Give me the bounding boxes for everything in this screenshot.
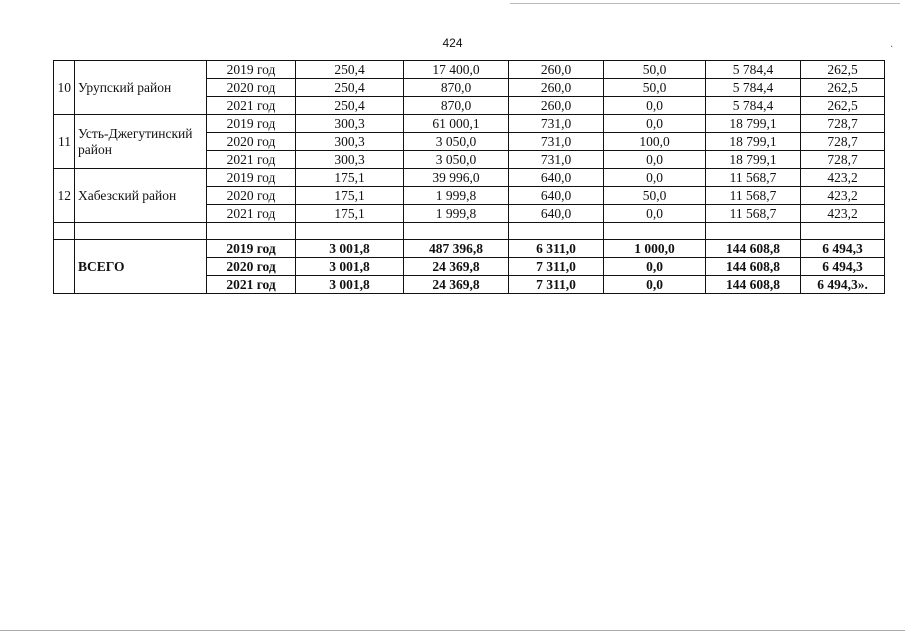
empty-cell: [404, 223, 509, 240]
year-cell: 2019 год: [207, 169, 296, 187]
total-label: ВСЕГО: [75, 240, 207, 294]
value-cell: 262,5: [801, 79, 885, 97]
year-cell: 2020 год: [207, 258, 296, 276]
empty-cell: [509, 223, 604, 240]
empty-cell: [54, 223, 75, 240]
value-cell: 262,5: [801, 61, 885, 79]
value-cell: 640,0: [509, 169, 604, 187]
total-value-cell: 3 001,8: [296, 240, 404, 258]
value-cell: 1 999,8: [404, 187, 509, 205]
year-cell: 2021 год: [207, 276, 296, 294]
scan-edge-bottom: [0, 630, 905, 631]
value-cell: 3 050,0: [404, 133, 509, 151]
total-value-cell: 3 001,8: [296, 258, 404, 276]
value-cell: 11 568,7: [706, 187, 801, 205]
total-value-cell: 24 369,8: [404, 276, 509, 294]
value-cell: 731,0: [509, 133, 604, 151]
value-cell: 3 050,0: [404, 151, 509, 169]
value-cell: 250,4: [296, 61, 404, 79]
value-cell: 728,7: [801, 133, 885, 151]
table-row: [54, 61, 885, 79]
total-value-cell: 3 001,8: [296, 276, 404, 294]
value-cell: 250,4: [296, 79, 404, 97]
value-cell: 0,0: [604, 97, 706, 115]
value-cell: 262,5: [801, 97, 885, 115]
total-value-cell: 6 494,3».: [801, 276, 885, 294]
total-value-cell: 144 608,8: [706, 258, 801, 276]
value-cell: 50,0: [604, 79, 706, 97]
row-number: 10: [54, 61, 75, 115]
value-cell: 250,4: [296, 97, 404, 115]
value-cell: 423,2: [801, 169, 885, 187]
value-cell: 640,0: [509, 187, 604, 205]
value-cell: 0,0: [604, 205, 706, 223]
total-number-cell: [54, 240, 75, 294]
value-cell: 640,0: [509, 205, 604, 223]
value-cell: 423,2: [801, 205, 885, 223]
value-cell: 11 568,7: [706, 169, 801, 187]
total-value-cell: 1 000,0: [604, 240, 706, 258]
row-number: 11: [54, 115, 75, 169]
district-name: Урупский район: [75, 61, 207, 115]
year-cell: 2019 год: [207, 115, 296, 133]
value-cell: 0,0: [604, 151, 706, 169]
empty-cell: [706, 223, 801, 240]
value-cell: 300,3: [296, 151, 404, 169]
year-cell: 2019 год: [207, 240, 296, 258]
value-cell: 50,0: [604, 187, 706, 205]
total-value-cell: 24 369,8: [404, 258, 509, 276]
total-value-cell: 0,0: [604, 276, 706, 294]
value-cell: 728,7: [801, 115, 885, 133]
value-cell: 175,1: [296, 187, 404, 205]
total-value-cell: 144 608,8: [706, 240, 801, 258]
value-cell: 175,1: [296, 205, 404, 223]
value-cell: 50,0: [604, 61, 706, 79]
total-value-cell: 7 311,0: [509, 258, 604, 276]
value-cell: 100,0: [604, 133, 706, 151]
year-cell: 2021 год: [207, 97, 296, 115]
value-cell: 0,0: [604, 169, 706, 187]
value-cell: 39 996,0: [404, 169, 509, 187]
value-cell: 870,0: [404, 79, 509, 97]
year-cell: 2020 год: [207, 79, 296, 97]
total-value-cell: 487 396,8: [404, 240, 509, 258]
value-cell: 1 999,8: [404, 205, 509, 223]
value-cell: 5 784,4: [706, 97, 801, 115]
empty-cell: [207, 223, 296, 240]
value-cell: 61 000,1: [404, 115, 509, 133]
empty-cell: [604, 223, 706, 240]
table-body: [54, 61, 885, 294]
empty-cell: [75, 223, 207, 240]
scan-speck: ·: [890, 42, 894, 53]
value-cell: 300,3: [296, 115, 404, 133]
value-cell: 5 784,4: [706, 79, 801, 97]
total-value-cell: 6 311,0: [509, 240, 604, 258]
value-cell: 0,0: [604, 115, 706, 133]
year-cell: 2021 год: [207, 151, 296, 169]
value-cell: 17 400,0: [404, 61, 509, 79]
district-name: Усть-Джегутинский район: [75, 115, 207, 169]
value-cell: 260,0: [509, 61, 604, 79]
year-cell: 2021 год: [207, 205, 296, 223]
value-cell: 5 784,4: [706, 61, 801, 79]
year-cell: 2019 год: [207, 61, 296, 79]
page-number: 424: [442, 36, 463, 50]
value-cell: 18 799,1: [706, 151, 801, 169]
total-value-cell: 6 494,3: [801, 258, 885, 276]
value-cell: 870,0: [404, 97, 509, 115]
year-cell: 2020 год: [207, 187, 296, 205]
budget-table: [53, 60, 885, 294]
value-cell: 260,0: [509, 97, 604, 115]
value-cell: 18 799,1: [706, 115, 801, 133]
scan-edge-top: [510, 3, 900, 4]
total-value-cell: 144 608,8: [706, 276, 801, 294]
total-row: [54, 240, 885, 258]
district-name: Хабезский район: [75, 169, 207, 223]
year-cell: 2020 год: [207, 133, 296, 151]
value-cell: 731,0: [509, 115, 604, 133]
total-value-cell: 0,0: [604, 258, 706, 276]
empty-row: [54, 223, 885, 240]
value-cell: 423,2: [801, 187, 885, 205]
table-row: [54, 169, 885, 187]
value-cell: 11 568,7: [706, 205, 801, 223]
value-cell: 300,3: [296, 133, 404, 151]
empty-cell: [296, 223, 404, 240]
value-cell: 175,1: [296, 169, 404, 187]
row-number: 12: [54, 169, 75, 223]
empty-cell: [801, 223, 885, 240]
table-row: [54, 115, 885, 133]
value-cell: 260,0: [509, 79, 604, 97]
total-value-cell: 6 494,3: [801, 240, 885, 258]
total-value-cell: 7 311,0: [509, 276, 604, 294]
value-cell: 731,0: [509, 151, 604, 169]
value-cell: 18 799,1: [706, 133, 801, 151]
value-cell: 728,7: [801, 151, 885, 169]
